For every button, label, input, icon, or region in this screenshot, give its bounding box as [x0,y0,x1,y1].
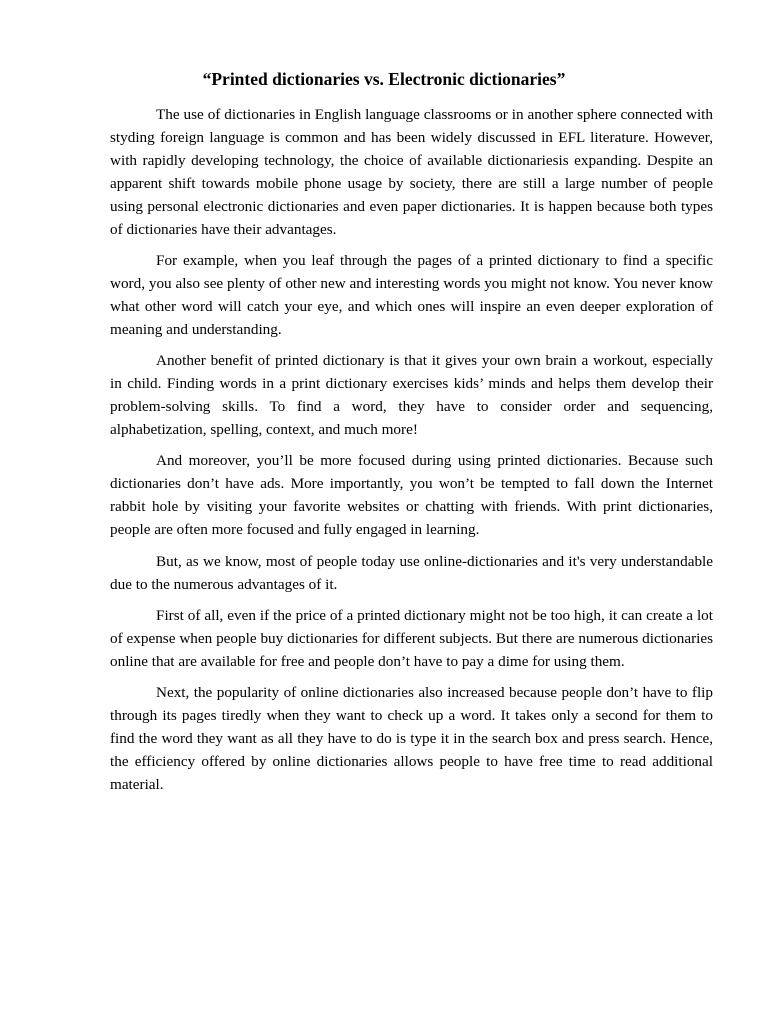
paragraph-browsing-benefit: For example, when you leaf through the pages of a printed dictionary to find a specific word, you also see plenty of other new and interesting words you might not know. You never know what other word will catch your eye, and which ones will inspire an even deeper exploration of meaning and understanding. [110,252,713,338]
document-title: “Printed dictionaries vs. Electronic dictionaries” [202,69,566,89]
paragraph-brain-workout: Another benefit of printed dictionary is that it gives your own brain a workout, especially in child. Finding words in a print dictionary exercises kids’ minds and helps them develop their problem-solving skills. To find a word, they have to consider order and sequencing, alphabetization, spelling, context, and much more! [110,352,713,438]
paragraph-cost: First of all, even if the price of a printed dictionary might not be too high, it can create a lot of expense when people buy dictionaries for different subjects. But there are numerous dictionaries online that are available for free and people don’t have to pay a dime for using them. [110,607,713,670]
paragraph-online-transition: But, as we know, most of people today use online-dictionaries and it's very understandable due to the numerous advantages of it. [110,552,713,593]
paragraph-focus: And moreover, you’ll be more focused during using printed dictionaries. Because such dictionaries don’t have ads. More importantly, you won’t be tempted to fall down the Internet rabbit hole by visiting your favorite websites or chatting with friends. With print dictionaries, people are often more focused and fully engaged in learning. [110,452,713,539]
paragraph-efficiency: Next, the popularity of online dictionaries also increased because people don’t have to flip through its pages tiredly when they want to check up a word. It takes only a second for them to find the word they want as all they have to do is type it in the search box and press search. Hence, the efficiency offered by online dictionaries allows people to have free time to read additional material. [110,684,713,794]
document-body [110,104,713,806]
paragraph-intro: The use of dictionaries in English language classrooms or in another sphere connected with styding foreign language is common and has been widely discussed in EFL literature. However, with rapidly developing technology, the choice of available dictionariesis expanding. Despite an apparent shift towards mobile phone usage by society, there are still a large number of people using personal electronic dictionaries and even paper dictionaries. It is happen because both types of dictionaries have their advantages. [110,106,713,238]
